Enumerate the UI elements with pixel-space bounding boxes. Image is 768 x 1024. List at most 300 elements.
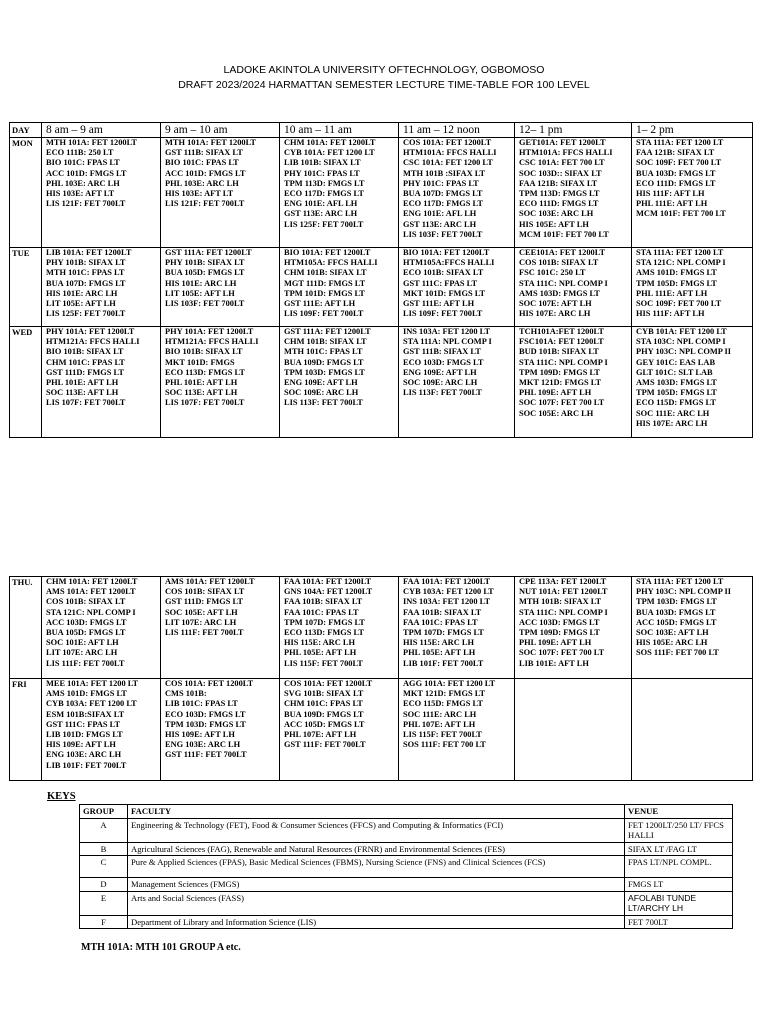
keys-group: E [80,891,128,915]
timetable-cell [161,248,280,327]
course-entry: ECO 117D: FMGS LT [284,189,364,199]
course-entry: COS 101A: FET 1200LT [403,138,492,147]
course-entry: MTH 101C: FPAS LT [284,347,363,357]
course-entry: GST 111D: FMGS LT [46,367,124,377]
period-header: 8 am – 9 am [42,123,161,138]
course-entry: FAA 101B: SIFAX LT [284,597,363,607]
course-entry: HIS 107E: ARC LH [519,309,591,319]
course-entry: NUT 101A: FET 1200LT [519,587,608,597]
course-entry: ENG 109E: AFT LH [403,367,477,377]
course-entry: BIO 101A: FET 1200LT [403,248,490,257]
course-entry: STA 111A: NPL COMP I [403,337,492,347]
course-entry: LIT 105E: AFT LH [46,299,116,309]
period-header: 9 am – 10 am [161,123,280,138]
course-entry: GST 111C: FPAS LT [46,719,121,729]
course-entry: TPM 105D: FMGS LT [636,278,717,288]
course-entry: STA 111A: FET 1200 LT [636,138,724,147]
keys-row [80,842,733,856]
course-entry: ENG 103E: ARC LH [165,740,241,750]
course-entry: LIS 113F: FET 700LT [284,398,363,408]
course-entry: HTM105A: FFCS HALLI [284,258,378,268]
course-entry: SOC 107E: AFT LH [519,299,592,309]
keys-faculty: Pure & Applied Sciences (FPAS), Basic Medical Sciences (FBMS), Nursing Science (FNS) and Clinical Sciences (FCS) [128,856,625,878]
keys-venue: AFOLABI TUNDE LT/ARCHY LH [625,891,733,915]
keys-row [80,818,733,842]
timetable-cell [42,577,161,679]
course-entry: COS 101A: FET 1200LT [165,679,254,688]
timetable-cell [632,679,753,781]
course-entry: ECO 111B: 250 LT [46,148,114,158]
timetable-cell [280,577,399,679]
keys-venue: FMGS LT [625,878,733,892]
keys-group: C [80,856,128,878]
course-entry: MTH 101C: FPAS LT [46,268,125,278]
course-entry: ACC 103D: FMGS LT [519,617,600,627]
course-entry: GST 111C: FPAS LT [403,278,478,288]
course-entry: INS 103A: FET 1200 LT [403,597,491,607]
timetable-cell [515,248,632,327]
course-entry: COS 101B: SIFAX LT [519,258,599,268]
course-entry: HTM121A: FFCS HALLI [165,337,259,347]
course-entry: LIS 107F: FET 700LT [46,398,126,408]
course-entry: PHL 101E: AFT LH [165,378,238,388]
timetable-cell [399,577,515,679]
course-entry: ACC 101D: FMGS LT [46,168,127,178]
course-entry: MKT 101D: FMGS LT [403,288,486,298]
timetable-cell [161,577,280,679]
course-entry: ECO 101B: SIFAX LT [403,268,484,278]
keys-row [80,878,733,892]
course-entry: LIB 101D: FMGS LT [46,730,123,740]
course-entry: GST 111F: FET 700LT [284,740,366,750]
course-entry: LIS 125F: FET 700LT [46,309,126,319]
course-entry: ACC 105D: FMGS LT [636,617,717,627]
timetable-row [10,679,753,781]
keys-row [80,891,733,915]
course-entry: PHL 107E: AFT LH [403,719,476,729]
timetable-cell [161,327,280,438]
course-entry: PHL 109E: AFT LH [519,638,592,648]
course-entry: FSC 101C: 250 LT [519,268,586,278]
course-entry: LIB 101B: SIFAX LT [284,158,361,168]
course-entry: TPM 109D: FMGS LT [519,628,600,638]
course-entry: FAA 121B: SIFAX LT [519,178,598,188]
course-entry: SOC 103D:: SIFAX LT [519,168,602,178]
course-entry: SOC 105E: AFT LH [165,607,238,617]
timetable-cell [280,327,399,438]
course-entry: GST 111A: FET 1200LT [165,248,252,257]
course-entry: CMS 101B: [165,689,207,699]
course-entry: HTM101A: FFCS HALLI [403,148,497,158]
course-entry: STA 111A: FET 1200 LT [636,577,724,586]
course-entry: PHL 109E: AFT LH [519,388,592,398]
timetable-cell [632,138,753,248]
course-entry: BIO 101B: SIFAX LT [46,347,124,357]
course-entry: LIS 109F: FET 700LT [284,309,364,319]
course-entry: GET101A: FET 1200LT [519,138,606,147]
course-entry: GEY 101C: EAS LAB [636,357,716,367]
course-entry: INS 103A: FET 1200 LT [403,327,491,336]
timetable-cell [399,679,515,781]
timetable-cell [161,138,280,248]
timetable-cell [515,327,632,438]
course-entry: TPM 103D: FMGS LT [284,367,365,377]
keys-venue: FET 1200LT/250 LT/ FFCS HALLI [625,818,733,842]
course-entry: AMS 101D: FMGS LT [46,689,127,699]
course-entry: SOC 101E: AFT LH [46,638,119,648]
course-entry: LIS 111F: FET 700LT [46,658,125,668]
course-entry: COS 101A: FET 1200LT [284,679,373,688]
course-entry: GST 111D: FMGS LT [165,597,243,607]
university-title: LADOKE AKINTOLA UNIVERSITY OFTECHNOLOGY, OGBOMOSO [223,64,545,76]
course-entry: ECO 111D: FMGS LT [636,178,716,188]
course-entry: AMS 103D: FMGS LT [636,378,717,388]
course-entry: BUA 109D: FMGS LT [284,357,364,367]
course-entry: HIS 105E: AFT LH [519,219,589,229]
course-entry: CSC 101A: FET 1200 LT [403,158,493,168]
day-column-header: DAY [10,123,42,138]
course-entry: SOS 111F: FET 700 LT [636,648,719,658]
course-entry: ENG 103E: ARC LH [46,750,122,760]
course-entry: LIS 115F: FET 700LT [403,730,482,740]
course-entry: AGG 101A: FET 1200 LT [403,679,496,688]
course-entry: LIB 101A: FET 1200LT [46,248,132,257]
course-entry: HIS 115E: ARC LH [284,638,355,648]
course-entry: TCH101A:FET 1200LT [519,327,604,336]
timetable-row [10,248,753,327]
course-entry: HTM121A: FFCS HALLI [46,337,140,347]
course-entry: BUA 109D: FMGS LT [284,709,364,719]
timetable-cell [632,248,753,327]
timetable-cell [280,138,399,248]
course-entry: LIS 121F: FET 700LT [165,199,245,209]
course-entry: SOC 111E: ARC LH [636,408,710,418]
course-entry: ECO 113D: FMGS LT [284,628,364,638]
timetable-cell [280,248,399,327]
timetable-cell [42,248,161,327]
course-entry: HIS 109E: AFT LH [165,730,235,740]
course-entry: ECO 103D: FMGS LT [165,709,246,719]
keys-venue: SIFAX LT /FAG LT [625,842,733,856]
course-entry: GST 111F: FET 700LT [165,750,247,760]
course-entry: STA 103C: NPL COMP I [636,337,726,347]
course-entry: PHY 101A: FET 1200LT [46,327,135,336]
day-label: FRI [10,679,42,781]
course-entry: LIT 107E: ARC LH [46,648,118,658]
course-entry: PHY 101A: FET 1200LT [165,327,254,336]
course-entry: HIS 111F: AFT LH [636,189,705,199]
day-label: MON [10,138,42,248]
course-entry: BUA 105D: FMGS LT [165,268,245,278]
keys-row [80,856,733,878]
course-entry: TPM 105D: FMGS LT [636,388,717,398]
course-entry: SOC 107F: FET 700 LT [519,398,605,408]
course-entry: MTH 101A: FET 1200LT [46,138,137,147]
course-entry: STA 121C: NPL COMP I [636,258,726,268]
course-entry: STA 111C: NPL COMP I [519,607,608,617]
course-entry: SOC 113E: AFT LH [46,388,119,398]
course-entry: BIO 101B: SIFAX LT [165,347,243,357]
keys-group: D [80,878,128,892]
keys-venue-header: VENUE [625,805,733,819]
timetable-cell [161,679,280,781]
course-entry: CYB 101A: FET 1200 LT [636,327,727,336]
group-footnote: MTH 101A: MTH 101 GROUP A etc. [81,942,241,953]
course-entry: CHM 101C: FPAS LT [46,357,125,367]
course-entry: TPM 113D: FMGS LT [284,178,365,188]
course-entry: HIS 115E: ARC LH [403,638,474,648]
course-entry: SOC 103E: ARC LH [519,209,594,219]
course-entry: GST 113E: ARC LH [284,209,358,219]
timetable-row [10,327,753,438]
course-entry: SOC 109F: FET 700 LT [636,299,722,309]
course-entry: PHY 103C: NPL COMP II [636,587,732,597]
course-entry: HIS 103E: AFT LT [165,189,234,199]
course-entry: MTH 101B: SIFAX LT [519,597,602,607]
timetable-cell [515,577,632,679]
keys-faculty: Management Sciences (FMGS) [128,878,625,892]
course-entry: STA 111A: FET 1200 LT [636,248,724,257]
course-entry: AMS 101D: FMGS LT [636,268,717,278]
timetable-title: DRAFT 2023/2024 HARMATTAN SEMESTER LECTURE TIME-TABLE FOR 100 LEVEL [178,79,590,91]
course-entry: SOC 107F: FET 700 LT [519,648,605,658]
course-entry: LIS 107F: FET 700LT [165,398,245,408]
course-entry: PHL 105E: AFT LH [284,648,357,658]
course-entry: ACC 105D: FMGS LT [284,719,365,729]
course-entry: MCM 101F: FET 700 LT [519,229,609,239]
course-entry: SOC 109E: ARC LH [403,378,478,388]
course-entry: STA 111C: NPL COMP I [519,278,608,288]
course-entry: BIO 101A: FET 1200LT [284,248,371,257]
course-entry: SOC 109E: ARC LH [284,388,359,398]
course-entry: MGT 111D: FMGS LT [284,278,366,288]
course-entry: CHM 101A: FET 1200LT [284,138,376,147]
course-entry: BUA 103D: FMGS LT [636,607,716,617]
keys-faculty-header: FACULTY [128,805,625,819]
course-entry: LIB 101F: FET 700LT [403,658,484,668]
timetable-row [10,138,753,248]
course-entry: SVG 101B: SIFAX LT [284,689,364,699]
timetable-header-row [10,123,753,138]
course-entry: TPM 113D: FMGS LT [519,189,600,199]
course-entry: ENG 101E: AFL LH [403,209,477,219]
course-entry: PHY 103C: NPL COMP II [636,347,732,357]
course-entry: ENG 109E: AFT LH [284,378,358,388]
keys-group: B [80,842,128,856]
course-entry: TPM 109D: FMGS LT [519,367,600,377]
course-entry: TPM 103D: FMGS LT [165,719,246,729]
course-entry: LIT 105E: AFT LH [165,288,235,298]
course-entry: BUA 107D: FMGS LT [403,189,483,199]
course-entry: CHM 101B: SIFAX LT [284,337,367,347]
course-entry: CPE 113A: FET 1200LT [519,577,607,586]
keys-group: A [80,818,128,842]
course-entry: GNS 104A: FET 1200LT [284,587,373,597]
keys-faculty: Arts and Social Sciences (FASS) [128,891,625,915]
course-entry: GST 111B: SIFAX LT [403,347,481,357]
course-entry: MKT 121D: FMGS LT [403,689,486,699]
course-entry: BUA 107D: FMGS LT [46,278,126,288]
course-entry: ESM 101B:SIFAX LT [46,709,125,719]
keys-table [79,804,733,929]
course-entry: GST 111E: AFT LH [284,299,356,309]
timetable-upper [9,122,753,438]
course-entry: GST 111A: FET 1200LT [284,327,371,336]
course-entry: HIS 105E: ARC LH [636,638,708,648]
timetable-lower [9,576,753,781]
course-entry: CSC 101A: FET 700 LT [519,158,605,168]
course-entry: LIS 121F: FET 700LT [46,199,126,209]
course-entry: FAA 121B: SIFAX LT [636,148,715,158]
course-entry: BUD 101B: SIFAX LT [519,347,599,357]
course-entry: TPM 103D: FMGS LT [636,597,717,607]
timetable-cell [632,327,753,438]
course-entry: LIT 107E: ARC LH [165,617,237,627]
course-entry: PHY 101B: SIFAX LT [46,258,126,268]
course-entry: CYB 101A: FET 1200 LT [284,148,375,158]
course-entry: PHL 101E: AFT LH [46,378,119,388]
keys-faculty: Agricultural Sciences (FAG), Renewable and Natural Resources (FRNR) and Environmental Sciences (FES) [128,842,625,856]
course-entry: MKT 121D: FMGS LT [519,378,602,388]
course-entry: PHL 105E: AFT LH [403,648,476,658]
course-entry: CYB 103A: FET 1200 LT [403,587,494,597]
keys-header-row [80,805,733,819]
course-entry: ACC 101D: FMGS LT [165,168,246,178]
course-entry: ECO 117D: FMGS LT [403,199,483,209]
course-entry: HIS 111F: AFT LH [636,309,705,319]
course-entry: LIS 115F: FET 700LT [284,658,363,668]
period-header: 11 am – 12 noon [399,123,515,138]
course-entry: ECO 103D: FMGS LT [403,357,484,367]
keys-faculty: Engineering & Technology (FET), Food & Consumer Sciences (FFCS) and Computing & Informatics (FCI) [128,818,625,842]
keys-group-header: GROUP [80,805,128,819]
course-entry: CEE101A: FET 1200LT [519,248,606,257]
keys-venue: FET 700LT [625,915,733,929]
course-entry: HIS 101E: ARC LH [165,278,237,288]
course-entry: MTH 101A: FET 1200LT [165,138,256,147]
course-entry: LIS 103F: FET 700LT [403,229,483,239]
course-entry: GST 113E: ARC LH [403,219,477,229]
timetable-cell [42,138,161,248]
course-entry: SOC 111E: ARC LH [403,709,477,719]
timetable-cell [515,679,632,781]
timetable-cell [280,679,399,781]
course-entry: FAA 101A: FET 1200LT [403,577,491,586]
keys-title: KEYS [47,791,76,802]
day-label: TUE [10,248,42,327]
course-entry: TPM 107D: FMGS LT [403,628,484,638]
day-label: WED [10,327,42,438]
timetable-row [10,577,753,679]
course-entry: MEE 101A: FET 1200 LT [46,679,139,688]
course-entry: LIS 109F: FET 700LT [403,309,483,319]
course-entry: GST 111E: AFT LH [403,299,475,309]
course-entry: MKT 101D: FMGS [165,357,235,367]
course-entry: CHM 101A: FET 1200LT [46,577,138,586]
course-entry: HIS 109E: AFT LH [46,740,116,750]
course-entry: PHL 107E: AFT LH [284,730,357,740]
course-entry: SOC 103E: AFT LH [636,628,709,638]
course-entry: SOC 109F: FET 700 LT [636,158,722,168]
timetable-cell [42,327,161,438]
course-entry: LIS 113F: FET 700LT [403,388,482,398]
course-entry: FAA 101B: SIFAX LT [403,607,482,617]
course-entry: FSC101A: FET 1200LT [519,337,604,347]
period-header: 1– 2 pm [632,123,753,138]
course-entry: LIS 103F: FET 700LT [165,299,245,309]
course-entry: STA 111C: NPL COMP I [519,357,608,367]
course-entry: FAA 101A: FET 1200LT [284,577,372,586]
course-entry: LIS 125F: FET 700LT [284,219,364,229]
keys-group: F [80,915,128,929]
course-entry: HTM101A: FFCS HALLI [519,148,613,158]
course-entry: ECO 111D: FMGS LT [519,199,599,209]
course-entry: MTH 101B :SIFAX LT [403,168,486,178]
course-entry: PHL 111E: AFT LH [636,199,708,209]
course-entry: BIO 101C: FPAS LT [46,158,120,168]
course-entry: PHL 103E: ARC LH [165,178,239,188]
course-entry: COS 101B: SIFAX LT [165,587,245,597]
course-entry: FAA 101C: FPAS LT [284,607,359,617]
course-entry: BUA 105D: FMGS LT [46,628,126,638]
keys-faculty: Department of Library and Information Science (LIS) [128,915,625,929]
timetable-cell [632,577,753,679]
course-entry: BIO 101C: FPAS LT [165,158,239,168]
course-entry: PHY 101C: FPAS LT [284,168,360,178]
course-entry: SOS 111F: FET 700 LT [403,740,486,750]
course-entry: HIS 101E: ARC LH [46,288,118,298]
course-entry: GST 111B: SIFAX LT [165,148,243,158]
course-entry: PHL 111E: AFT LH [636,288,708,298]
course-entry: PHL 103E: ARC LH [46,178,120,188]
course-entry: BUA 103D: FMGS LT [636,168,716,178]
period-header: 10 am – 11 am [280,123,399,138]
timetable-cell [399,248,515,327]
course-entry: CHM 101C: FPAS LT [284,699,363,709]
course-entry: ACC 103D: FMGS LT [46,617,127,627]
course-entry: ENG 101E: AFL LH [284,199,358,209]
course-entry: CYB 103A: FET 1200 LT [46,699,137,709]
day-label: THU. [10,577,42,679]
course-entry: HIS 107E: ARC LH [636,418,708,428]
timetable-cell [399,327,515,438]
course-entry: GLT 101C: SLT LAB [636,367,713,377]
course-entry: MCM 101F: FET 700 LT [636,209,726,219]
course-entry: ECO 113D: FMGS LT [165,367,245,377]
course-entry: SOC 105E: ARC LH [519,408,594,418]
keys-venue: FPAS LT/NPL COMPL. [625,856,733,878]
course-entry: STA 121C: NPL COMP I [46,607,136,617]
course-entry: LIS 111F: FET 700LT [165,628,244,638]
period-header: 12– 1 pm [515,123,632,138]
course-entry: LIB 101E: AFT LH [519,658,589,668]
course-entry: PHY 101B: SIFAX LT [165,258,245,268]
course-entry: HIS 103E: AFT LT [46,189,115,199]
course-entry: TPM 101D: FMGS LT [284,288,365,298]
course-entry: FAA 101C: FPAS LT [403,617,478,627]
timetable-cell [42,679,161,781]
course-entry: SOC 113E: AFT LH [165,388,238,398]
course-entry: LIB 101C: FPAS LT [165,699,238,709]
course-entry: COS 101B: SIFAX LT [46,597,126,607]
course-entry: LIB 101F: FET 700LT [46,760,127,770]
course-entry: HTM105A:FFCS HALLI [403,258,495,268]
course-entry: ECO 115D: FMGS LT [403,699,483,709]
timetable-cell [515,138,632,248]
course-entry: CHM 101B: SIFAX LT [284,268,367,278]
course-entry: AMS 103D: FMGS LT [519,288,600,298]
keys-row [80,915,733,929]
